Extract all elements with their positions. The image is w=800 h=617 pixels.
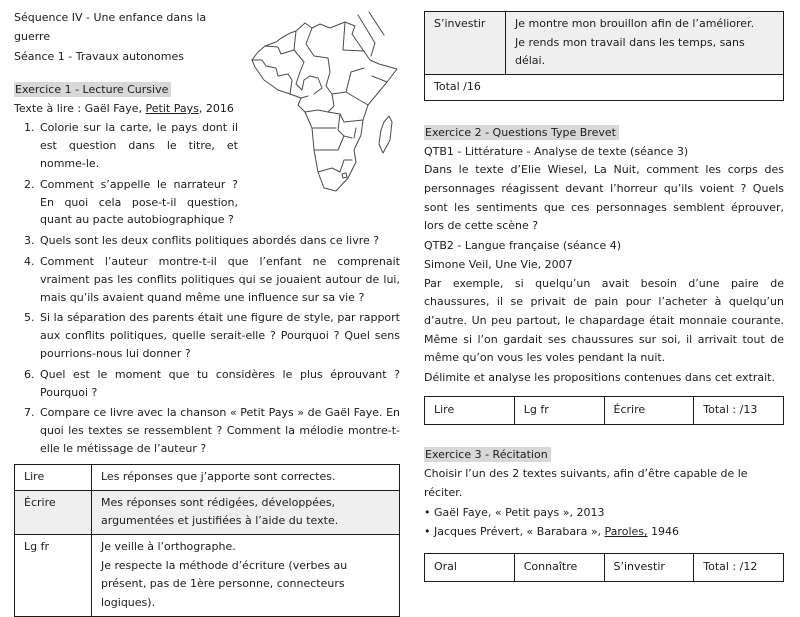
criteria-label: Lg fr [15,534,92,616]
intro-suffix: , 2016 [198,102,234,115]
exercice3-intro: Choisir l’un des 2 textes suivants, afin d’être capable de le réciter. [424,467,748,500]
invest-line: Je montre mon brouillon afin de l’améliorer. [515,17,755,30]
exercice1-heading-text: Exercice 1 - Lecture Cursive [14,82,171,97]
invest-text [506,12,784,75]
table-row [425,12,784,75]
qtb2-title: QTB2 - Langue française (séance 4) [424,239,621,252]
question-item: 3. Quels sont les deux conflits politiques abordés dans ce livre ? [38,232,400,250]
table-row [425,554,784,582]
question-item: 4. Comment l’auteur montre-t-il que l’enfant ne comprenait vraiment pas les conflits politiques qui se jouaient autour de lui, mais qu’ils avaient quand même une influence sur sa vie ? [38,253,400,306]
score-cell: Lire [425,397,515,425]
qtb2-text: Par exemple, si quelqu’un avait besoin d’une paire de chaussures, il se privait de pain pour l’acheter à quelqu’un d’autre. Un peu partout, le chapardage était monnaie courante. Même si l’on gardait ses chaussures sur soi, il arrivait tout de même qu’on vous les voles pendant la nuit. [424,276,784,365]
book-title: Petit Pays [145,102,199,115]
table-row [15,490,400,534]
criteria-text: Les réponses que j’apporte sont correctes. [92,464,400,490]
seance-subtitle: Séance 1 - Travaux autonomes [14,49,185,63]
score-cell: Connaître [514,554,604,582]
qtb1-title: QTB1 - Littérature - Analyse de texte (séance 3) [424,145,689,158]
recitation-option-1: • Gaël Faye, « Petit pays », 2013 [424,505,605,519]
qtb2-instruction: Délimite et analyse les propositions contenues dans cet extrait. [424,370,775,384]
criteria-label: Écrire [15,490,92,534]
option2-prefix: • Jacques Prévert, « Barabara », [424,524,605,538]
criteria-line: Je veille à l’orthographe. [101,539,236,553]
qtb1-text: Dans le texte d’Elie Wiesel, La Nuit, comment les corps des personnages réagissent devant l’horreur qu’ils voient ? Quels sont les sentiments que ces personnages semblent éprouver, lors de cette scène ? [424,163,784,233]
exercice3-score-table [424,553,784,582]
score-cell: Écrire [604,397,694,425]
table-row [15,464,400,490]
question-item: 2. Comment s’appelle le narrateur ? En quoi cela pose-t-il question, quant au pacte autobiographique ? [38,176,400,229]
score-cell: S’investir [604,554,694,582]
criteria-line: Je respecte la méthode d’écriture (verbes au présent, pas de 1ère personne, connecteurs logiques). [101,558,348,609]
score-cell: Total : /12 [694,554,784,582]
paroles-title: Paroles, [604,524,648,538]
criteria-text: Mes réponses sont rédigées, développées, argumentées et justifiées à l’aide du texte. [92,490,400,534]
question-item: 5. Si la séparation des parents était une figure de style, par rapport aux conflits politiques, quelle serait-elle ? Pourquoi ? Quel sens pourrions-nous lui donner ? [38,309,400,362]
left-column [14,8,400,609]
exercice2-heading-text: Exercice 2 - Questions Type Brevet [424,125,619,140]
criteria-label: Lire [15,464,92,490]
score-cell: Lg fr [514,397,604,425]
invest-table [424,11,784,101]
exercice3-heading [424,445,784,464]
invest-label: S’investir [425,12,506,75]
question-item: 1. Colorie sur la carte, le pays dont il est question dans le titre, et nomme-le. [38,119,400,172]
exercice2-score-table [424,396,784,425]
africa-map-icon [248,10,400,202]
score-cell: Oral [425,554,515,582]
question-item: 6. Quel est le moment que tu considères le plus éprouvant ? Pourquoi ? [38,366,400,402]
question-item: 7. Compare ce livre avec la chanson « Petit Pays » de Gaël Faye. En quoi les textes se ressemblent ? Comment la mélodie montre-t-elle le métissage de l’auteur ? [38,404,400,457]
right-column [424,8,784,574]
score-cell: Total : /13 [694,397,784,425]
option2-suffix: 1946 [647,524,679,538]
exercice2-heading [424,123,784,142]
criteria-table [14,464,400,617]
criteria-text [92,534,400,616]
recitation-option-2 [424,522,784,541]
africa-outline-map [248,10,400,202]
sequence-title: Séquence IV - Une enfance dans la guerre [14,11,207,44]
table-row [425,75,784,101]
intro-prefix: Texte à lire : Gaël Faye, [14,102,146,115]
table-row [425,397,784,425]
table-row [15,534,400,616]
qtb2-source: Simone Veil, Une Vie, 2007 [424,258,573,272]
exercice3-heading-text: Exercice 3 - Récitation [424,447,551,462]
invest-line: Je rends mon travail dans les temps, sans délai. [515,35,745,68]
invest-total: Total /16 [425,75,784,101]
